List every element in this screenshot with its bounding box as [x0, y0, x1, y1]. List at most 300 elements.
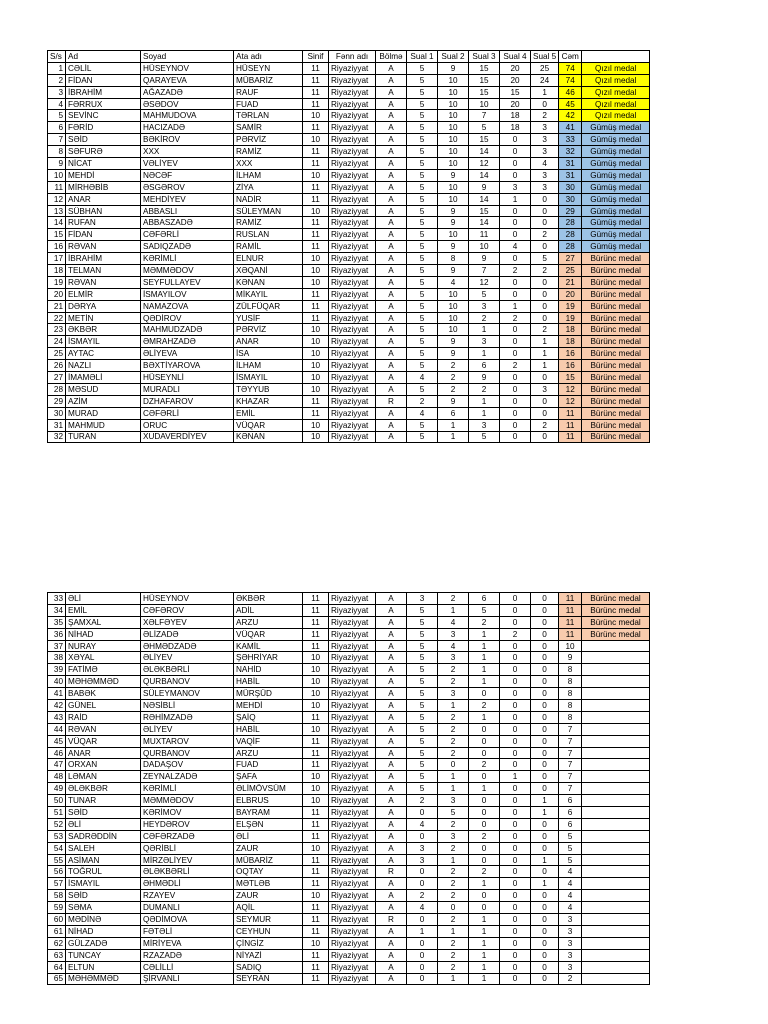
col-sira-cell: 19	[48, 276, 66, 288]
col-ad-cell: LƏMAN	[66, 771, 141, 783]
col-sual4-cell: 20	[500, 74, 531, 86]
col-sira-cell: 18	[48, 265, 66, 277]
col-sual3-cell: 2	[469, 759, 500, 771]
col-sual1-cell: 5	[407, 431, 438, 443]
table-row	[48, 276, 650, 288]
col-sira-cell: 17	[48, 253, 66, 265]
col-sual5-cell: 0	[531, 914, 559, 926]
col-soyad-cell: AĞAZADƏ	[141, 86, 234, 98]
col-soyad-cell: ƏLİZADƏ	[141, 628, 234, 640]
medal-cell	[582, 688, 650, 700]
col-ata-adi-cell: İLHAM	[234, 169, 303, 181]
col-fenn-cell: Riyaziyyat	[329, 688, 376, 700]
col-fenn-cell: Riyaziyyat	[329, 431, 376, 443]
table-row	[48, 110, 650, 122]
col-sual5-cell: 3	[531, 146, 559, 158]
col-sinif-cell: 11	[303, 86, 329, 98]
col-ad-cell: AYTAC	[66, 348, 141, 360]
col-sual5-cell: 2	[531, 110, 559, 122]
col-fenn-cell: Riyaziyyat	[329, 949, 376, 961]
col-sual3-cell: 7	[469, 110, 500, 122]
col-sual1-cell: 5	[407, 276, 438, 288]
col-sira-cell: 21	[48, 300, 66, 312]
col-sual2-cell: 3	[438, 830, 469, 842]
col-sual4-cell: 0	[500, 616, 531, 628]
col-sual1-cell: 5	[407, 205, 438, 217]
col-sual3-cell: 5	[469, 122, 500, 134]
table-row	[48, 74, 650, 86]
col-soyad-cell: DZHAFAROV	[141, 395, 234, 407]
col-soyad-cell: BƏXTİYAROVA	[141, 360, 234, 372]
col-sual4-cell: 2	[500, 312, 531, 324]
col-sual3-cell: 5	[469, 431, 500, 443]
total-cell: 15	[559, 372, 582, 384]
col-ad-cell: SƏMA	[66, 902, 141, 914]
col-sira-cell: 42	[48, 700, 66, 712]
col-sual5-cell: 2	[531, 324, 559, 336]
col-soyad-cell: QURBANOV	[141, 747, 234, 759]
col-sual5-cell: 0	[531, 925, 559, 937]
total-cell: 20	[559, 288, 582, 300]
col-fenn-cell: Riyaziyyat	[329, 604, 376, 616]
col-sual5-cell: 2	[531, 229, 559, 241]
table-row	[48, 664, 650, 676]
col-sual5-cell: 3	[531, 169, 559, 181]
col-fenn-cell: Riyaziyyat	[329, 771, 376, 783]
col-sual1-cell: 5	[407, 700, 438, 712]
col-sual1-cell: 5	[407, 735, 438, 747]
col-sual4-cell: 0	[500, 949, 531, 961]
col-soyad-cell: ORUC	[141, 419, 234, 431]
col-bolme-cell: A	[376, 937, 407, 949]
col-sual4-cell: 0	[500, 854, 531, 866]
medal-cell	[582, 890, 650, 902]
col-sual5-cell: 0	[531, 288, 559, 300]
col-bolme-cell: A	[376, 830, 407, 842]
col-bolme-cell: A	[376, 961, 407, 973]
col-sual3-cell: 2	[469, 312, 500, 324]
col-soyad-cell: HÜSEYNOV	[141, 62, 234, 74]
col-sual4-cell: 0	[500, 676, 531, 688]
col-bolme-cell: A	[376, 74, 407, 86]
col-sual2-cell: 2	[438, 842, 469, 854]
table-row	[48, 431, 650, 443]
col-bolme-cell: A	[376, 146, 407, 158]
col-bolme-cell: A	[376, 205, 407, 217]
medal-cell: Bürünc medal	[582, 419, 650, 431]
col-sual1-cell: 5	[407, 146, 438, 158]
col-bolme-cell: A	[376, 217, 407, 229]
col-sual1-cell: 5	[407, 158, 438, 170]
col-sual2-cell: 4	[438, 616, 469, 628]
total-cell: 28	[559, 229, 582, 241]
header-col-sual3: Sual 3	[469, 51, 500, 63]
col-soyad-cell: MURADLI	[141, 383, 234, 395]
col-sual4-cell: 0	[500, 925, 531, 937]
col-sual3-cell: 5	[469, 604, 500, 616]
col-sual2-cell: 0	[438, 759, 469, 771]
col-sual3-cell: 1	[469, 925, 500, 937]
total-cell: 25	[559, 265, 582, 277]
col-sira-cell: 41	[48, 688, 66, 700]
col-sual5-cell: 25	[531, 62, 559, 74]
col-fenn-cell: Riyaziyyat	[329, 973, 376, 985]
col-soyad-cell: RZAZADƏ	[141, 949, 234, 961]
col-sual2-cell: 2	[438, 949, 469, 961]
medal-cell	[582, 700, 650, 712]
total-cell: 19	[559, 300, 582, 312]
col-sual5-cell: 0	[531, 652, 559, 664]
col-sinif-cell: 10	[303, 372, 329, 384]
col-soyad-cell: KƏRİMOV	[141, 807, 234, 819]
medal-cell: Bürünc medal	[582, 407, 650, 419]
col-sual1-cell: 5	[407, 604, 438, 616]
col-fenn-cell: Riyaziyyat	[329, 664, 376, 676]
col-sual3-cell: 1	[469, 676, 500, 688]
col-sira-cell: 38	[48, 652, 66, 664]
col-fenn-cell: Riyaziyyat	[329, 711, 376, 723]
col-soyad-cell: CƏFƏRZADƏ	[141, 830, 234, 842]
table-row	[48, 217, 650, 229]
col-sual5-cell: 0	[531, 241, 559, 253]
col-sinif-cell: 11	[303, 759, 329, 771]
col-fenn-cell: Riyaziyyat	[329, 217, 376, 229]
col-ad-cell: ELMİR	[66, 288, 141, 300]
col-sual2-cell: 2	[438, 360, 469, 372]
col-soyad-cell: DADAŞOV	[141, 759, 234, 771]
total-cell: 4	[559, 890, 582, 902]
col-bolme-cell: A	[376, 336, 407, 348]
col-sira-cell: 44	[48, 723, 66, 735]
col-ad-cell: FATİMƏ	[66, 664, 141, 676]
col-ad-cell: ORXAN	[66, 759, 141, 771]
total-cell: 11	[559, 419, 582, 431]
table-row	[48, 890, 650, 902]
col-sual3-cell: 9	[469, 181, 500, 193]
col-fenn-cell: Riyaziyyat	[329, 890, 376, 902]
col-bolme-cell: R	[376, 395, 407, 407]
col-sinif-cell: 11	[303, 854, 329, 866]
col-fenn-cell: Riyaziyyat	[329, 593, 376, 605]
col-sira-cell: 45	[48, 735, 66, 747]
col-sual2-cell: 2	[438, 890, 469, 902]
col-sinif-cell: 11	[303, 640, 329, 652]
col-sinif-cell: 10	[303, 324, 329, 336]
medal-cell: Bürünc medal	[582, 616, 650, 628]
total-cell: 4	[559, 866, 582, 878]
col-sual5-cell: 0	[531, 664, 559, 676]
col-sual5-cell: 0	[531, 759, 559, 771]
col-ata-adi-cell: KƏNAN	[234, 431, 303, 443]
table-row	[48, 383, 650, 395]
col-bolme-cell: A	[376, 842, 407, 854]
col-sinif-cell: 11	[303, 181, 329, 193]
col-soyad-cell: ABBASZADƏ	[141, 217, 234, 229]
medal-cell	[582, 854, 650, 866]
col-sual1-cell: 0	[407, 807, 438, 819]
col-sual3-cell: 6	[469, 360, 500, 372]
col-sual3-cell: 2	[469, 383, 500, 395]
medal-cell	[582, 818, 650, 830]
total-cell: 11	[559, 604, 582, 616]
table-row	[48, 324, 650, 336]
table-row	[48, 700, 650, 712]
col-ad-cell: EMİL	[66, 604, 141, 616]
col-sira-cell: 64	[48, 961, 66, 973]
col-sual1-cell: 0	[407, 878, 438, 890]
col-sinif-cell: 10	[303, 700, 329, 712]
col-sual5-cell: 24	[531, 74, 559, 86]
col-sual2-cell: 2	[438, 747, 469, 759]
col-sual2-cell: 2	[438, 383, 469, 395]
col-ad-cell: MƏHƏMMƏD	[66, 676, 141, 688]
col-sira-cell: 50	[48, 795, 66, 807]
table-row	[48, 134, 650, 146]
col-ata-adi-cell: KAMİL	[234, 640, 303, 652]
table-row	[48, 854, 650, 866]
col-sual2-cell: 9	[438, 62, 469, 74]
col-sinif-cell: 11	[303, 914, 329, 926]
col-bolme-cell: A	[376, 181, 407, 193]
col-fenn-cell: Riyaziyyat	[329, 925, 376, 937]
col-sual3-cell: 2	[469, 700, 500, 712]
col-sinif-cell: 11	[303, 300, 329, 312]
col-soyad-cell: HACIZADƏ	[141, 122, 234, 134]
col-sual3-cell: 1	[469, 711, 500, 723]
col-ad-cell: TUNCAY	[66, 949, 141, 961]
col-sual2-cell: 9	[438, 395, 469, 407]
col-ad-cell: RUFAN	[66, 217, 141, 229]
col-sual4-cell: 0	[500, 407, 531, 419]
col-soyad-cell: ƏLİYEV	[141, 652, 234, 664]
col-ad-cell: FƏRİD	[66, 122, 141, 134]
total-cell: 11	[559, 628, 582, 640]
col-ad-cell: MİRHƏBİB	[66, 181, 141, 193]
table-row	[48, 241, 650, 253]
col-ad-cell: NİCAT	[66, 158, 141, 170]
col-ata-adi-cell: NAHİD	[234, 664, 303, 676]
col-sira-cell: 37	[48, 640, 66, 652]
col-soyad-cell: NAMAZOVA	[141, 300, 234, 312]
table-row	[48, 372, 650, 384]
col-soyad-cell: NƏCƏF	[141, 169, 234, 181]
col-sual5-cell: 0	[531, 771, 559, 783]
col-sual4-cell: 0	[500, 158, 531, 170]
col-fenn-cell: Riyaziyyat	[329, 616, 376, 628]
col-sual1-cell: 5	[407, 419, 438, 431]
col-sinif-cell: 10	[303, 676, 329, 688]
table-row	[48, 640, 650, 652]
col-sual3-cell: 0	[469, 723, 500, 735]
total-cell: 2	[559, 973, 582, 985]
col-sual1-cell: 5	[407, 74, 438, 86]
col-sinif-cell: 10	[303, 771, 329, 783]
col-sinif-cell: 11	[303, 818, 329, 830]
medal-cell	[582, 961, 650, 973]
col-sual4-cell: 18	[500, 110, 531, 122]
col-soyad-cell: ƏLƏKBƏRLİ	[141, 866, 234, 878]
col-ad-cell: İMAMƏLİ	[66, 372, 141, 384]
total-cell: 74	[559, 74, 582, 86]
total-cell: 6	[559, 795, 582, 807]
col-sual2-cell: 1	[438, 771, 469, 783]
col-ata-adi-cell: ƏLİ	[234, 830, 303, 842]
col-sinif-cell: 11	[303, 747, 329, 759]
table-row	[48, 735, 650, 747]
col-fenn-cell: Riyaziyyat	[329, 937, 376, 949]
header-col-sual5: Sual 5	[531, 51, 559, 63]
col-sinif-cell: 10	[303, 276, 329, 288]
col-sual5-cell: 0	[531, 676, 559, 688]
total-cell: 18	[559, 336, 582, 348]
col-sual1-cell: 5	[407, 169, 438, 181]
col-sual3-cell: 0	[469, 842, 500, 854]
col-soyad-cell: CƏFƏROV	[141, 604, 234, 616]
col-soyad-cell: CƏFƏRLİ	[141, 407, 234, 419]
col-sual1-cell: 1	[407, 925, 438, 937]
col-soyad-cell: MİRİYEVA	[141, 937, 234, 949]
total-cell: 19	[559, 312, 582, 324]
total-cell: 28	[559, 217, 582, 229]
col-sual2-cell: 1	[438, 604, 469, 616]
col-bolme-cell: A	[376, 169, 407, 181]
col-fenn-cell: Riyaziyyat	[329, 324, 376, 336]
col-soyad-cell: HÜSEYNOV	[141, 593, 234, 605]
col-sual5-cell: 0	[531, 937, 559, 949]
col-sual5-cell: 0	[531, 711, 559, 723]
col-sual2-cell: 3	[438, 795, 469, 807]
col-ad-cell: SADRƏDDİN	[66, 830, 141, 842]
col-sual3-cell: 1	[469, 664, 500, 676]
col-fenn-cell: Riyaziyyat	[329, 300, 376, 312]
col-ata-adi-cell: ZAUR	[234, 890, 303, 902]
col-sinif-cell: 10	[303, 688, 329, 700]
col-fenn-cell: Riyaziyyat	[329, 783, 376, 795]
col-sual4-cell: 0	[500, 652, 531, 664]
col-ata-adi-cell: SEYRAN	[234, 973, 303, 985]
col-sual5-cell: 0	[531, 407, 559, 419]
col-sual1-cell: 5	[407, 122, 438, 134]
col-sual3-cell: 1	[469, 973, 500, 985]
medal-cell: Bürünc medal	[582, 431, 650, 443]
col-sual2-cell: 2	[438, 372, 469, 384]
col-sira-cell: 9	[48, 158, 66, 170]
col-sual3-cell: 1	[469, 640, 500, 652]
col-soyad-cell: ƏLİYEVA	[141, 348, 234, 360]
col-sinif-cell: 11	[303, 217, 329, 229]
col-sual5-cell: 0	[531, 688, 559, 700]
total-cell: 3	[559, 949, 582, 961]
col-bolme-cell: A	[376, 949, 407, 961]
col-sual4-cell: 0	[500, 288, 531, 300]
col-bolme-cell: A	[376, 807, 407, 819]
table-row	[48, 830, 650, 842]
medal-cell: Qızıl medal	[582, 74, 650, 86]
col-sual2-cell: 2	[438, 818, 469, 830]
col-fenn-cell: Riyaziyyat	[329, 818, 376, 830]
col-bolme-cell: A	[376, 276, 407, 288]
col-sual3-cell: 0	[469, 890, 500, 902]
col-bolme-cell: A	[376, 878, 407, 890]
col-sual3-cell: 14	[469, 169, 500, 181]
col-sual3-cell: 0	[469, 902, 500, 914]
col-sual5-cell: 1	[531, 854, 559, 866]
col-sual3-cell: 12	[469, 158, 500, 170]
col-bolme-cell: A	[376, 925, 407, 937]
col-sual1-cell: 2	[407, 795, 438, 807]
col-soyad-cell: SÜLEYMANOV	[141, 688, 234, 700]
col-bolme-cell: A	[376, 98, 407, 110]
col-ata-adi-cell: ELBRUS	[234, 795, 303, 807]
col-ata-adi-cell: HABİL	[234, 676, 303, 688]
col-fenn-cell: Riyaziyyat	[329, 181, 376, 193]
table-row	[48, 312, 650, 324]
col-sinif-cell: 11	[303, 878, 329, 890]
col-sual2-cell: 3	[438, 628, 469, 640]
col-sinif-cell: 11	[303, 616, 329, 628]
col-fenn-cell: Riyaziyyat	[329, 86, 376, 98]
col-sual1-cell: 0	[407, 830, 438, 842]
col-sual3-cell: 6	[469, 593, 500, 605]
col-sual5-cell: 0	[531, 372, 559, 384]
col-fenn-cell: Riyaziyyat	[329, 700, 376, 712]
col-sira-cell: 22	[48, 312, 66, 324]
total-cell: 33	[559, 134, 582, 146]
col-ata-adi-cell: ELNUR	[234, 253, 303, 265]
col-sual3-cell: 12	[469, 276, 500, 288]
col-sual1-cell: 4	[407, 407, 438, 419]
col-sual1-cell: 0	[407, 961, 438, 973]
col-ad-cell: SƏİD	[66, 807, 141, 819]
col-sual2-cell: 10	[438, 158, 469, 170]
col-sual1-cell: 0	[407, 866, 438, 878]
col-sual4-cell: 0	[500, 783, 531, 795]
col-ad-cell: RƏVAN	[66, 276, 141, 288]
col-soyad-cell: MAHMUDOVA	[141, 110, 234, 122]
col-ata-adi-cell: ARZU	[234, 616, 303, 628]
col-ata-adi-cell: KHAZAR	[234, 395, 303, 407]
header-col-sira: S/s	[48, 51, 66, 63]
total-cell: 5	[559, 830, 582, 842]
col-bolme-cell: A	[376, 312, 407, 324]
col-sual1-cell: 5	[407, 688, 438, 700]
col-soyad-cell: BƏKİROV	[141, 134, 234, 146]
col-sual4-cell: 0	[500, 348, 531, 360]
table-row	[48, 747, 650, 759]
col-sual5-cell: 1	[531, 807, 559, 819]
col-sual1-cell: 5	[407, 324, 438, 336]
col-sual2-cell: 10	[438, 122, 469, 134]
col-bolme-cell: A	[376, 854, 407, 866]
col-sinif-cell: 11	[303, 961, 329, 973]
total-cell: 32	[559, 146, 582, 158]
col-sual2-cell: 1	[438, 925, 469, 937]
total-cell: 9	[559, 652, 582, 664]
col-sira-cell: 25	[48, 348, 66, 360]
col-fenn-cell: Riyaziyyat	[329, 62, 376, 74]
col-bolme-cell: A	[376, 795, 407, 807]
col-fenn-cell: Riyaziyyat	[329, 205, 376, 217]
medal-cell	[582, 807, 650, 819]
col-soyad-cell: MEHDİYEV	[141, 193, 234, 205]
total-cell: 21	[559, 276, 582, 288]
col-sual2-cell: 2	[438, 937, 469, 949]
col-sual3-cell: 1	[469, 949, 500, 961]
medal-cell: Bürünc medal	[582, 312, 650, 324]
col-ad-cell: FİDAN	[66, 229, 141, 241]
medal-cell: Gümüş medal	[582, 193, 650, 205]
col-ata-adi-cell: VÜQAR	[234, 628, 303, 640]
